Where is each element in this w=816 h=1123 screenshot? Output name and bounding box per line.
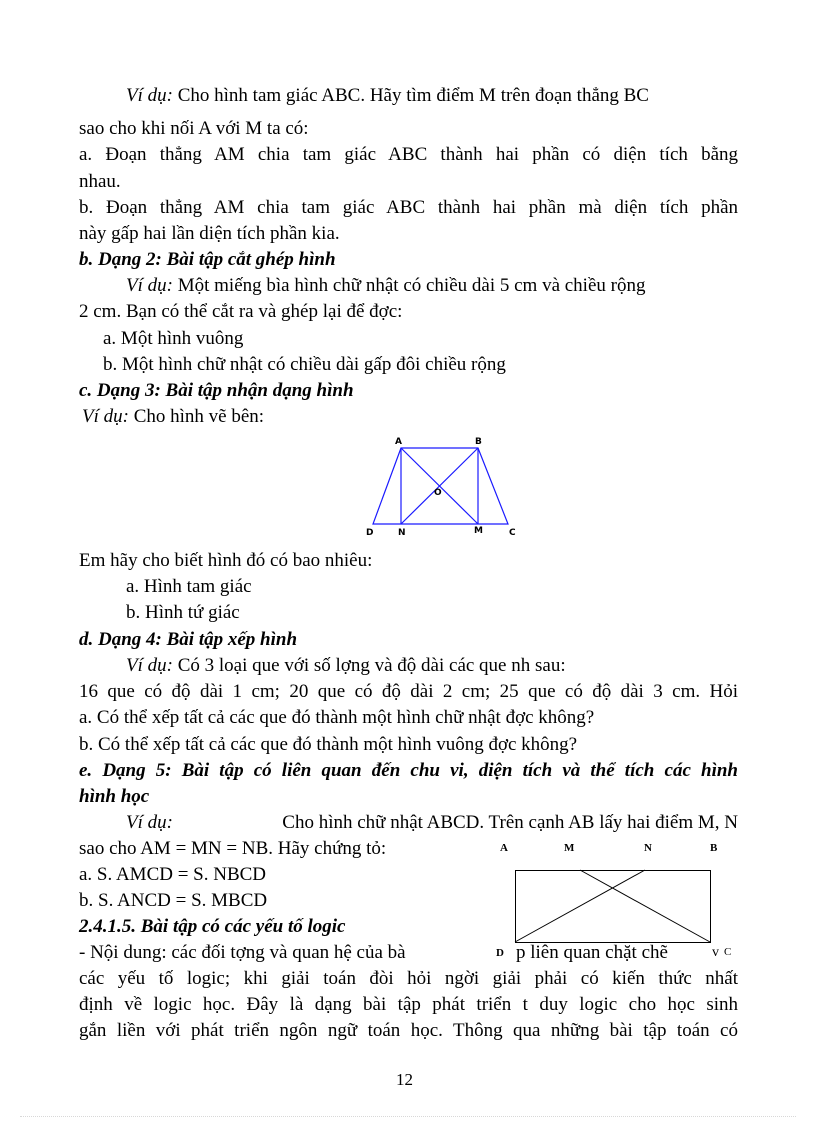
label-A: A xyxy=(395,437,402,447)
example-text: Có 3 loại que với số lợng và độ dài các que nh sau: xyxy=(177,655,566,676)
text-line: định về logic học. Đây là dạng bài tập phát triển t duy logic cho học sinh xyxy=(79,994,738,1015)
list-item: b. Có thể xếp tất cả các que đó thành một hình vuông đợc không? xyxy=(79,734,578,755)
label-N: N xyxy=(644,842,652,854)
text-line-fragment: p liên quan chặt chẽ xyxy=(516,942,668,963)
label-A: A xyxy=(500,842,508,854)
text-line: gắn liền với phát triển ngôn ngữ toán học. Thông qua những bài tập toán có xyxy=(79,1020,738,1041)
label-M: M xyxy=(564,842,575,854)
example-lead: Ví dụ: xyxy=(126,85,173,106)
section-heading: b. Dạng 2: Bài tập cắt ghép hình xyxy=(79,249,336,270)
text-line: b. Đoạn thẳng AM chia tam giác ABC thành hai phần mà diện tích phần xyxy=(79,197,738,218)
label-O: O xyxy=(434,488,442,498)
label-B: B xyxy=(475,437,482,447)
text-line: nhau. xyxy=(79,171,121,192)
list-item: a. Có thể xếp tất cả các que đó thành một hình chữ nhật đợc không? xyxy=(79,707,595,728)
list-item: a. Một hình vuông xyxy=(103,328,244,349)
segment-MC xyxy=(580,870,710,942)
text-line: 2 cm. Bạn có thể cắt ra và ghép lại để đợc: xyxy=(79,301,403,322)
trapezoid-outline xyxy=(373,448,508,524)
example-text: Cho hình chữ nhật ABCD. Trên cạnh AB lấy hai điểm M, N xyxy=(282,812,738,833)
label-D: D xyxy=(366,528,374,538)
text-line: sao cho khi nối A với M ta có: xyxy=(79,118,309,139)
rectangle-drawing xyxy=(490,838,740,958)
section-heading: d. Dạng 4: Bài tập xếp hình xyxy=(79,629,298,650)
section-heading: c. Dạng 3: Bài tập nhận dạng hình xyxy=(79,380,354,401)
example-text: Cho hình tam giác ABC. Hãy tìm điểm M trên đoạn thẳng BC xyxy=(177,85,649,106)
example-5-line-1 xyxy=(126,811,738,835)
label-B: B xyxy=(710,842,718,854)
section-heading: 2.4.1.5. Bài tập có các yếu tố logic xyxy=(79,916,346,937)
example-2-line-1 xyxy=(126,274,645,298)
example-text: Cho hình vẽ bên: xyxy=(133,406,265,427)
label-C: C xyxy=(509,528,516,538)
text-line: a. Đoạn thẳng AM chia tam giác ABC thành hai phần có diện tích bằng xyxy=(79,144,738,165)
example-4-line-1 xyxy=(126,654,566,678)
label-N: N xyxy=(398,528,406,538)
section-heading: e. Dạng 5: Bài tập có liên quan đến chu vi, diện tích và thể tích các hình xyxy=(79,760,738,781)
text-line: các yếu tố logic; khi giải toán đòi hỏi ngời giải phải có kiến thức nhất xyxy=(79,968,738,989)
segment-ND xyxy=(515,870,645,942)
label-D: D xyxy=(496,947,504,959)
rectangle-figure xyxy=(490,838,740,958)
text-line: - Nội dung: các đối tợng và quan hệ của bà xyxy=(79,942,406,963)
example-lead: Ví dụ: xyxy=(82,406,129,427)
list-item: b. Hình tứ giác xyxy=(126,602,240,623)
example-lead: Ví dụ: xyxy=(126,812,173,833)
example-lead: Ví dụ: xyxy=(126,655,173,676)
example-1-line-1 xyxy=(126,84,649,108)
trapezoid-figure xyxy=(360,435,530,545)
text-line-fragment: v xyxy=(712,945,719,960)
example-text: Một miếng bìa hình chữ nhật có chiều dài 5 cm và chiều rộng xyxy=(177,275,646,296)
label-M: M xyxy=(474,526,483,536)
list-item: a. S. AMCD = S. NBCD xyxy=(79,864,267,885)
text-line: sao cho AM = MN = NB. Hãy chứng tỏ: xyxy=(79,838,387,859)
list-item: b. Một hình chữ nhật có chiều dài gấp đôi chiều rộng xyxy=(103,354,506,375)
label-C: C xyxy=(724,946,732,958)
example-lead: Ví dụ: xyxy=(126,275,173,296)
example-3-line-1 xyxy=(82,405,264,429)
rectangle-ABCD xyxy=(516,871,711,943)
trapezoid-drawing xyxy=(360,435,530,545)
section-heading-cont: hình học xyxy=(79,786,150,807)
page-bottom-divider xyxy=(20,1116,796,1117)
text-line: 16 que có độ dài 1 cm; 20 que có độ dài 2 cm; 25 que có độ dài 3 cm. Hỏi xyxy=(79,681,738,702)
page-number: 12 xyxy=(396,1070,413,1089)
text-line: này gấp hai lần diện tích phần kia. xyxy=(79,223,340,244)
text-line: Em hãy cho biết hình đó có bao nhiêu: xyxy=(79,550,373,571)
list-item: b. S. ANCD = S. MBCD xyxy=(79,890,268,911)
list-item: a. Hình tam giác xyxy=(126,576,252,597)
